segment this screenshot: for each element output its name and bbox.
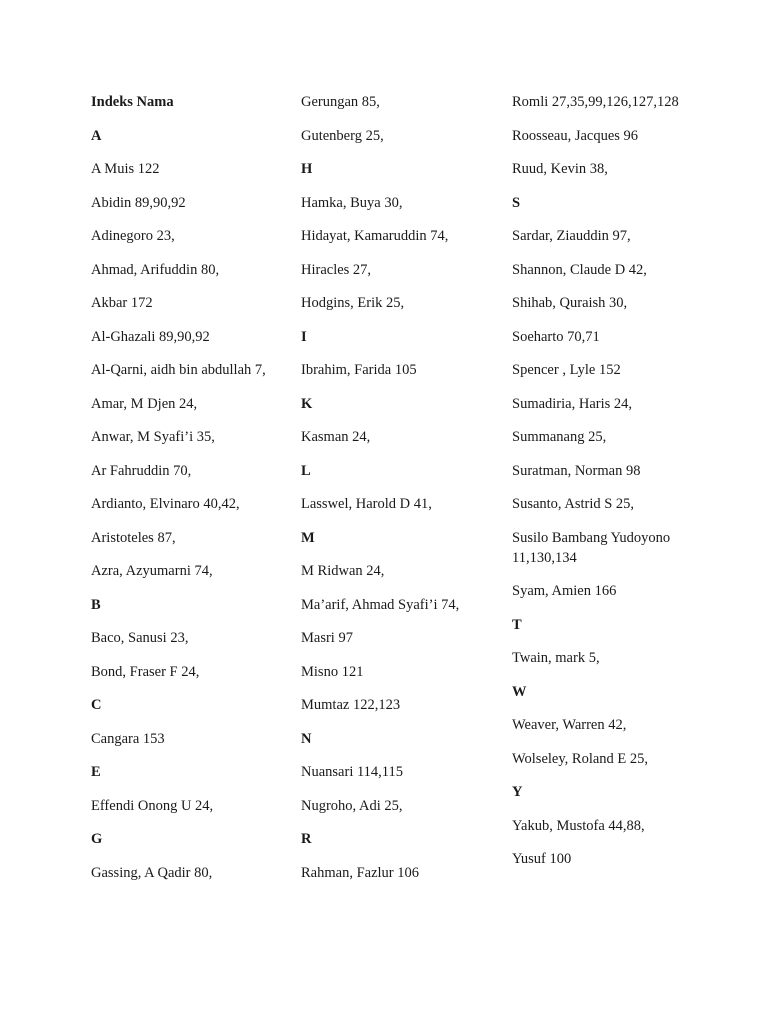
index-entry: Shannon, Claude D 42,: [512, 261, 647, 278]
index-entry: Wolseley, Roland E 25,: [512, 750, 649, 767]
index-entry: Rahman, Fazlur 106: [301, 864, 419, 881]
letter-heading: L: [301, 462, 311, 479]
index-entry: Ibrahim, Farida 105: [301, 362, 417, 378]
letter-heading: B: [91, 596, 101, 613]
index-entry: Hodgins, Erik 25,: [301, 295, 405, 311]
letter-heading: R: [301, 831, 312, 847]
index-entry: Gutenberg 25,: [301, 127, 384, 144]
letter-heading: H: [301, 161, 313, 177]
index-entry: Misno 121: [301, 663, 364, 680]
index-column-1: [91, 92, 281, 896]
letter-heading: M: [301, 529, 315, 546]
letter-heading: W: [512, 683, 527, 700]
index-entry: Bond, Fraser F 24,: [91, 663, 200, 680]
index-entry: Ruud, Kevin 38,: [512, 161, 608, 177]
letter-heading: I: [301, 328, 307, 345]
index-title: Indeks Nama: [91, 94, 174, 110]
index-entry: Susanto, Astrid S 25,: [512, 496, 635, 512]
index-entry: Sumadiria, Haris 24,: [512, 395, 633, 412]
index-entry: Gassing, A Qadir 80,: [91, 864, 213, 881]
index-entry: A Muis 122: [91, 161, 160, 177]
index-entry: Ardianto, Elvinaro 40,42,: [91, 496, 240, 512]
index-entry: Susilo Bambang Yudoyono 11,130,134: [512, 529, 671, 566]
index-entry: Yakub, Mustofa 44,88,: [512, 817, 645, 834]
index-entry: Twain, mark 5,: [512, 650, 600, 666]
index-entry: Spencer , Lyle 152: [512, 362, 621, 378]
index-entry: Akbar 172: [91, 295, 153, 311]
index-entry: Aristoteles 87,: [91, 529, 176, 546]
letter-heading: K: [301, 395, 313, 412]
index-entry: Gerungan 85,: [301, 94, 380, 110]
letter-heading: E: [91, 764, 101, 780]
index-entry: Syam, Amien 166: [512, 583, 617, 599]
index-entry: Hiracles 27,: [301, 261, 372, 278]
index-entry: Lasswel, Harold D 41,: [301, 496, 432, 512]
index-entry: Nugroho, Adi 25,: [301, 797, 403, 814]
index-entry: Summanang 25,: [512, 429, 607, 445]
index-entry: Hidayat, Kamaruddin 74,: [301, 228, 449, 244]
index-entry: Romli 27,35,99,126,127,128: [512, 94, 679, 110]
index-entry: Ma’arif, Ahmad Syafi’i 74,: [301, 596, 460, 613]
index-entry: Sardar, Ziauddin 97,: [512, 228, 631, 244]
index-entry: Al-Qarni, aidh bin abdullah 7,: [91, 362, 266, 378]
index-entry: M Ridwan 24,: [301, 563, 385, 579]
letter-heading: C: [91, 697, 102, 713]
letter-heading: S: [512, 194, 521, 211]
index-entry: Hamka, Buya 30,: [301, 194, 403, 211]
index-entry: Anwar, M Syafi’i 35,: [91, 429, 215, 445]
index-entry: Yusuf 100: [512, 851, 572, 867]
index-entry: Kasman 24,: [301, 429, 371, 445]
index-entry: Baco, Sanusi 23,: [91, 630, 189, 646]
letter-heading: Y: [512, 784, 523, 800]
letter-heading: G: [91, 831, 103, 847]
index-entry: Effendi Onong U 24,: [91, 797, 214, 814]
index-column-2: [301, 92, 491, 896]
index-entry: Nuansari 114,115: [301, 764, 404, 780]
index-entry: Masri 97: [301, 630, 353, 646]
index-entry: Soeharto 70,71: [512, 328, 600, 345]
index-column-3: [512, 92, 702, 883]
index-entry: Roosseau, Jacques 96: [512, 127, 639, 144]
index-entry: Shihab, Quraish 30,: [512, 295, 628, 311]
index-entry: Ahmad, Arifuddin 80,: [91, 261, 220, 278]
letter-heading: A: [91, 127, 102, 144]
index-entry: Weaver, Warren 42,: [512, 717, 627, 733]
letter-heading: T: [512, 616, 522, 633]
index-entry: Azra, Azyumarni 74,: [91, 563, 213, 579]
index-entry: Abidin 89,90,92: [91, 194, 186, 211]
index-entry: Cangara 153: [91, 730, 165, 747]
letter-heading: N: [301, 730, 312, 747]
index-entry: Suratman, Norman 98: [512, 462, 641, 479]
index-entry: Adinegoro 23,: [91, 228, 175, 244]
index-entry: Ar Fahruddin 70,: [91, 462, 192, 479]
index-entry: Amar, M Djen 24,: [91, 395, 198, 412]
index-entry: Mumtaz 122,123: [301, 697, 401, 713]
index-entry: Al-Ghazali 89,90,92: [91, 328, 210, 345]
